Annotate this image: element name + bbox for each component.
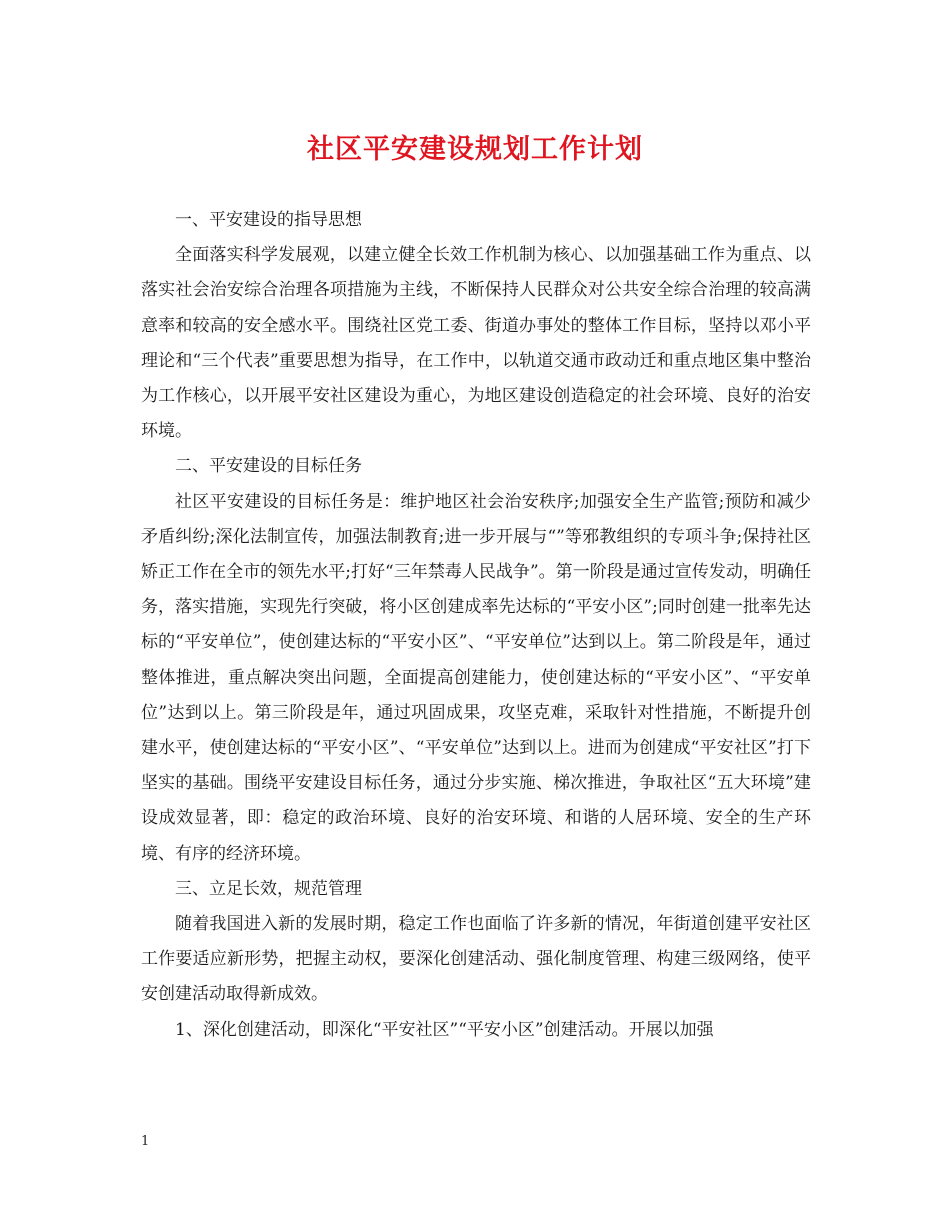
body-paragraph-3: 随着我国进入新的发展时期，稳定工作也面临了许多新的情况，年街道创建平安社区工作要适应新形势，把握主动权，要深化创建活动、强化制度管理、构建三级网络，使平安创建活动取得新成效。: [141, 914, 811, 1005]
document-title: 社区平安建设规划工作计划: [307, 134, 643, 165]
body-paragraph-1: 全面落实科学发展观，以建立健全长效工作机制为核心、以加强基础工作为重点、以落实社会治安综合治理各项措施为主线，不断保持人民群众对公共安全综合治理的较高满意率和较高的安全感水平。围绕社区党工委、街道办事处的整体工作目标，坚持以邓小平理论和“三个代表”重要思想为指导，在工作中，以轨道交通市政动迁和重点地区集中整治为工作核心，以开展平安社区建设为重心，为地区建设创造稳定的社会环境、良好的治安环境。: [141, 245, 811, 442]
body-paragraph-4: 1、深化创建活动，即深化“平安社区”“平安小区”创建活动。开展以加强: [175, 1019, 714, 1040]
document-body: [141, 203, 811, 1048]
section-heading-2: 二、平安建设的目标任务: [175, 456, 362, 477]
section-heading-3: 三、立足长效，规范管理: [175, 878, 362, 899]
body-paragraph-2: 社区平安建设的目标任务是：维护地区社会治安秩序;加强安全生产监管;预防和减少矛盾纠纷;深化法制宣传，加强法制教育;进一步开展与“”等邪教组织的专项斗争;保持社区矫正工作在全市的领先水平;打好“三年禁毒人民战争”。第一阶段是通过宣传发动，明确任务，落实措施，实现先行突破，将小区创建成率先达标的“平安小区”;同时创建一批率先达标的“平安单位”，使创建达标的“平安小区”、“平安单位”达到以上。第二阶段是年，通过整体推进，重点解决突出问题，全面提高创建能力，使创建达标的“平安小区”、“平安单位”达到以上。第三阶段是年，通过巩固成果，攻坚克难，采取针对性措施，不断提升创建水平，使创建达标的“平安小区”、“平安单位”达到以上。进而为创建成“平安社区”打下坚实的基础。围绕平安建设目标任务，通过分步实施、梯次推进，争取社区“五大环境”建设成效显著，即：稳定的政治环境、良好的治安环境、和谐的人居环境、安全的生产环境、有序的经济环境。: [141, 491, 811, 864]
section-heading-1: 一、平安建设的指导思想: [175, 210, 362, 230]
page-number: 1: [141, 1134, 150, 1149]
